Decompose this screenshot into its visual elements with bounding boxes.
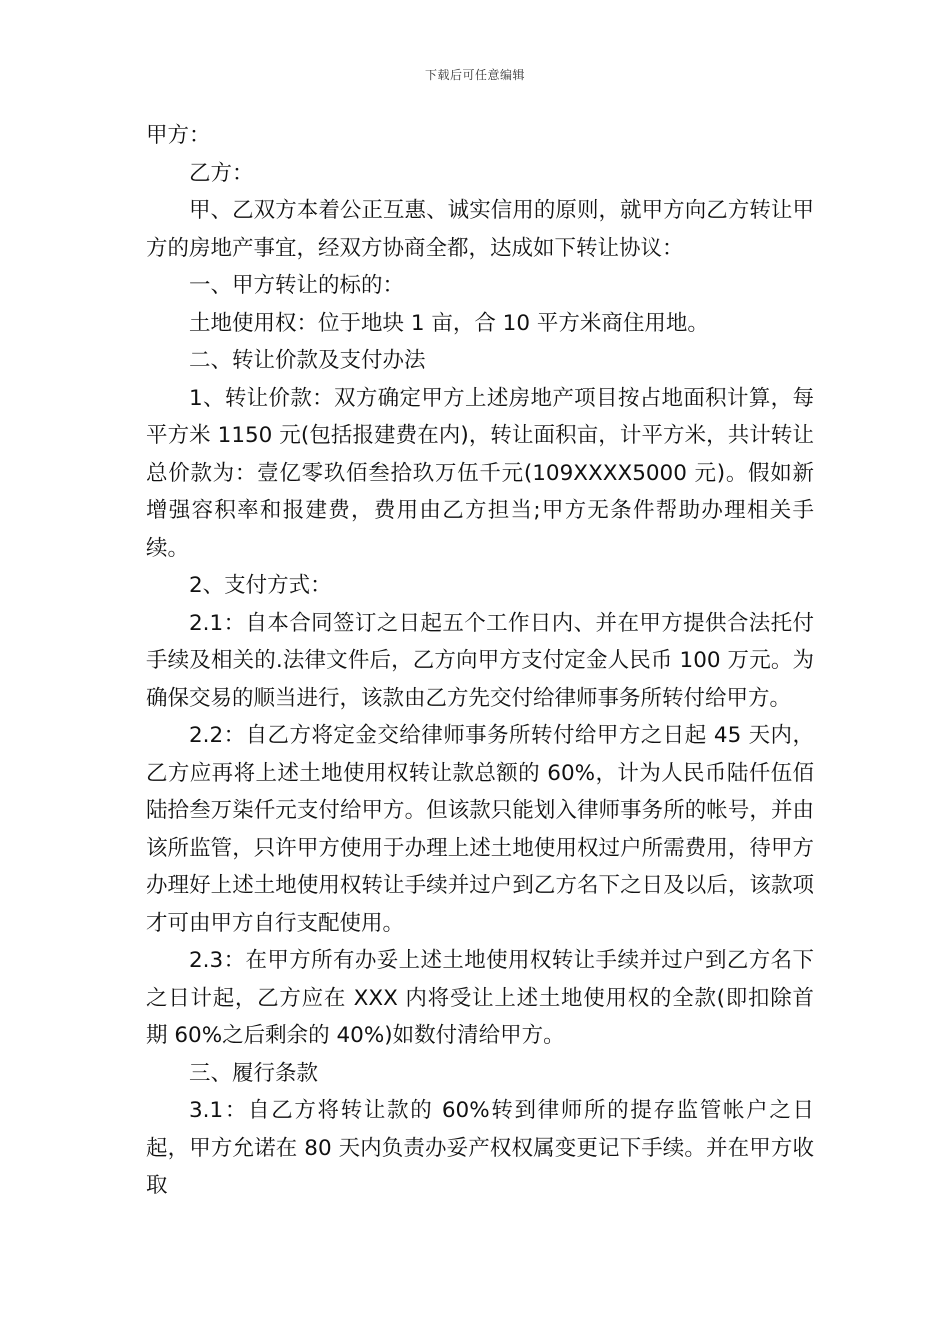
section-heading-subject: 一、甲方转让的标的： <box>189 273 405 298</box>
page-header: 下载后可任意编辑 <box>424 68 525 82</box>
clause-3-1: 3.1：自乙方将转让款的 60%转到律师所的提存监管帐户之日起，甲方允诺在 80 天内负责办妥产权权属变更记下手续。并在甲方收取 <box>146 1098 814 1198</box>
document-body <box>146 117 814 1205</box>
preamble-paragraph: 甲、乙双方本着公正互惠、诚实信用的原则，就甲方向乙方转让甲方的房地产事宜，经双方协商全都，达成如下转让协议： <box>146 198 814 261</box>
section-heading-performance: 三、履行条款 <box>189 1060 319 1086</box>
party-a-line: 甲方： <box>146 123 211 148</box>
clause-2-2: 2.2：自乙方将定金交给律师事务所转付给甲方之日起 45 天内，乙方应再将上述土地使用权转让款总额的 60%，计为人民币陆仟伍佰陆拾叁万柒仟元支付给甲方。但该款只能划入律师事务所的帐号，并由该所监管，只许甲方使用于办理上述土地使用权过户所需费用，待甲方办理好上述土地使用权转让手续并过户到乙方名下之日及以后，该款项才可由甲方自行支配使用。 <box>146 723 814 936</box>
transfer-price-paragraph: 1、转让价款：双方确定甲方上述房地产项目按占地面积计算，每平方米 1150 元(包括报建费在内)，转让面积亩，计平方米，共计转让总价款为：壹亿零玖佰叁拾玖万伍千元(109XXXX5000 元)。假如新增强容积率和报建费，费用由乙方担当;甲方无条件帮助办理相关手续。 <box>146 385 814 561</box>
land-use-paragraph: 土地使用权：位于地块 1 亩，合 10 平方米商住用地。 <box>189 310 709 336</box>
party-b-line: 乙方： <box>189 160 254 186</box>
payment-method-heading: 2、支付方式： <box>189 573 332 598</box>
section-heading-price-payment: 二、转让价款及支付办法 <box>189 348 426 373</box>
clause-2-3: 2.3：在甲方所有办妥上述土地使用权转让手续并过户到乙方名下之日计起，乙方应在 XXX 内将受让上述土地使用权的全款(即扣除首期 60%之后剩余的 40%)如数付清给甲方。 <box>146 948 814 1048</box>
clause-2-1: 2.1：自本合同签订之日起五个工作日内、并在甲方提供合法托付手续及相关的.法律文件后，乙方向甲方支付定金人民币 100 万元。为确保交易的顺当进行，该款由乙方先交付给律师事务所转付给甲方。 <box>146 610 814 711</box>
